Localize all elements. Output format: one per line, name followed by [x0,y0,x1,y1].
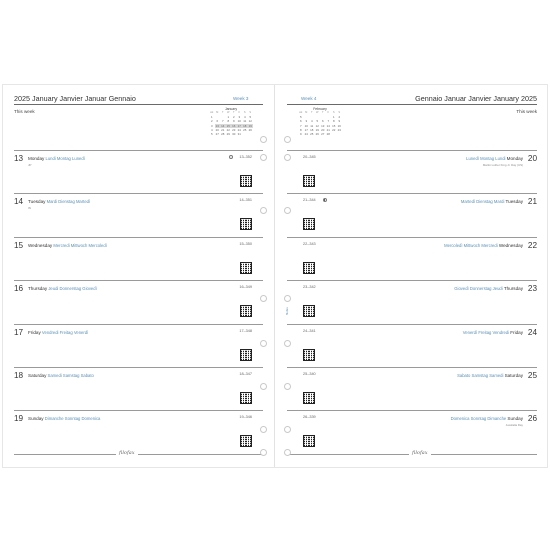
day-name-english: Monday [28,156,45,161]
binder-hole [284,207,291,214]
day-number: 13 [14,154,24,163]
day-number: 19 [14,414,24,424]
day-row[interactable] [287,280,537,323]
mini-calendar-date: 26 [248,127,252,132]
mini-calendar-date: 8 [332,119,335,124]
day-name-english: Wednesday [28,242,53,248]
mini-calendar-date: 11 [310,123,314,128]
day-row[interactable] [287,410,537,453]
mini-calendar-weekday: W [227,111,230,114]
mini-calendar-date: 10 [304,123,308,128]
right-page [276,85,548,467]
binder-hole [284,136,291,143]
mini-calendar-date: 16 [232,123,236,128]
day-name-translations: Samedi Samstag Sabato [46,373,94,378]
day-name [28,330,88,335]
mini-calendar-date: 30 [232,131,236,136]
mini-calendar-date: 24 [237,127,241,132]
left-page [3,85,275,467]
mini-calendar [298,107,342,136]
mini-calendar-date: 3 [238,115,241,120]
day-name-english: Sunday [28,416,44,422]
mini-calendar [209,107,253,136]
mini-calendar-weekday: S [243,111,246,114]
qr-code-icon[interactable] [240,218,252,230]
mini-calendar-date: 31 [237,131,241,136]
day-name-translations: Lundi Montag Lunedì [44,156,85,161]
footer-rule [14,454,263,455]
mini-calendar-weekday: T [321,111,324,114]
day-row[interactable] [14,193,263,236]
qr-code-icon[interactable] [303,435,315,447]
qr-code-icon[interactable] [240,262,252,274]
mini-calendar-weekday: S [332,111,335,114]
spine-imprint: filofax [285,307,289,315]
binder-hole [260,136,267,143]
mini-calendar-date: 15 [226,123,230,128]
qr-code-icon[interactable] [303,349,315,361]
mini-calendar-date: 18 [243,123,247,128]
mini-calendar-date [248,132,254,136]
day-name [466,156,523,161]
day-number: 22 [527,240,537,250]
mini-calendar-week-number: 2 [210,119,213,124]
day-of-year-count: 15–350 [239,241,252,246]
binder-hole [284,383,291,390]
mini-calendar-date: 1 [227,115,230,120]
mini-calendar-date: 25 [310,131,314,136]
mini-calendar-week-number: 6 [299,119,302,124]
day-name-english: Saturday [28,373,47,378]
mini-calendar-weekday: M [305,111,308,114]
mini-calendar-week-number: 9 [299,131,302,136]
day-name [28,286,97,291]
page-title: 2025 January Janvier Januar Gennaio [14,94,136,103]
day-number: 20 [527,154,537,163]
mini-calendar-date: 20 [215,127,219,132]
mini-calendar-title: January [224,107,238,111]
holiday-note: IN [28,206,31,211]
qr-code-icon[interactable] [303,262,315,274]
mini-calendar-date: 10 [237,119,241,124]
header-rule [287,104,537,105]
binder-hole [260,449,267,456]
day-name-english: Monday [506,156,523,161]
day-of-year-count: 13–352 [239,155,252,159]
holiday-note: JP [28,163,32,167]
mini-calendar-date [337,132,343,136]
binder-hole [284,449,291,456]
day-row[interactable] [14,150,263,193]
mini-calendar-date: 9 [338,119,341,124]
qr-code-icon[interactable] [303,175,315,187]
mini-calendar-date: 12 [315,123,319,128]
mini-calendar-weekday: wk [210,111,214,114]
day-number: 26 [527,414,537,424]
mini-calendar-date: 27 [321,131,325,136]
this-week-label: This week [516,109,537,114]
mini-calendar-date: 11 [243,119,247,124]
day-name [28,373,94,378]
day-of-year-count: 24–341 [303,328,316,333]
day-name-english: Wednesday [498,242,523,248]
day-name [444,243,523,248]
mini-calendar-date: 14 [221,123,225,128]
binder-hole [284,295,291,302]
day-of-year-count: 25–340 [303,372,316,376]
mini-calendar-weekday: F [238,111,241,114]
week-number: Week 4 [301,96,317,101]
day-of-year-count: 26–339 [303,415,316,420]
day-number: 15 [14,240,24,250]
mini-calendar-week-number: 5 [299,115,302,120]
day-name-translations: Sabato Samstag Samedi [457,373,505,378]
day-number: 23 [527,284,537,294]
day-row[interactable] [287,237,537,280]
qr-code-icon[interactable] [303,218,315,230]
mini-calendar-date: 28 [326,131,330,136]
day-row[interactable] [14,324,263,367]
mini-calendar-weekday: F [327,111,330,114]
day-name [457,373,523,378]
day-number: 17 [14,327,24,337]
binder-hole [284,426,291,433]
day-name-english: Thursday [503,286,523,292]
day-name-translations: Venerdì Freitag Vendredi [462,329,511,335]
qr-code-icon[interactable] [240,435,252,447]
day-number: 18 [14,371,24,380]
mini-calendar-week-row [298,132,342,136]
day-name-english: Saturday [504,373,523,378]
mini-calendar-date: 4 [310,119,313,124]
mini-calendar-date: 23 [337,127,341,132]
day-of-year-count: 18–347 [239,372,252,376]
mini-calendar-date: 28 [221,131,225,136]
mini-calendar-date: 9 [232,119,235,124]
mini-calendar-title: February [313,107,327,111]
this-week-label: This week [14,109,35,114]
mini-calendar-weekday: T [310,111,313,114]
mini-calendar-date: 12 [248,119,252,124]
moon-phase-icon [323,198,327,202]
mini-calendar-date: 15 [332,123,336,128]
mini-calendar-date: 18 [310,127,314,132]
binder-hole [260,207,267,214]
binder-holes [260,85,294,467]
day-of-year-count: 20–345 [303,155,316,159]
mini-calendar-date: 8 [227,119,230,124]
mini-calendar-weekday: wk [299,111,303,114]
day-number: 21 [527,197,537,207]
day-name [451,416,523,421]
mini-calendar-date: 25 [243,127,247,132]
day-name-english: Sunday [507,416,523,422]
mini-calendar-date: 4 [243,115,246,120]
holiday-note: Australia Day [505,423,523,428]
mini-calendar-date: 2 [232,115,235,120]
mini-calendar-week-number: 5 [210,131,213,136]
day-name [28,156,85,161]
qr-code-icon[interactable] [240,175,252,187]
mini-calendar-date: 5 [249,115,252,120]
mini-calendar-weekday: S [338,111,341,114]
day-name-translations: Domenica Sonntag Dimanche [450,416,508,422]
mini-calendar-weekday: M [216,111,219,114]
mini-calendar-date: 17 [304,127,308,132]
binder-hole [260,154,267,161]
binder-hole [260,426,267,433]
day-name [28,243,107,248]
diary-spread [2,84,548,468]
mini-calendar-date: 21 [326,127,330,132]
mini-calendar-date: 3 [305,119,308,124]
day-number: 24 [527,327,537,337]
qr-code-icon[interactable] [240,305,252,317]
mini-calendar-date: 16 [337,123,341,128]
mini-calendar-date: 14 [326,123,330,128]
mini-calendar-weekday: T [232,111,235,114]
mini-calendar-week-number: 4 [210,127,213,132]
moon-phase-icon [229,155,233,159]
day-name-translations: Mardi Dienstag Martedì [45,199,91,205]
day-name-english: Tuesday [28,199,46,205]
day-of-year-count: 21–344 [303,198,316,203]
day-of-year-count: 22–343 [303,241,316,246]
mini-calendar-weekday: W [316,111,319,114]
day-name-english: Thursday [28,286,48,292]
day-of-year-count: 19–346 [239,415,252,420]
day-name [461,199,523,204]
day-name-english: Friday [28,329,41,335]
day-name-translations: Dimanche Sonntag Domenica [43,416,101,422]
mini-calendar-date: 2 [338,115,341,120]
day-number: 25 [527,371,537,380]
qr-code-icon[interactable] [303,305,315,317]
mini-calendar-date: 13 [215,123,219,128]
day-name-translations: Vendredi Freitag Venerdì [40,329,89,335]
day-row[interactable] [14,410,263,453]
holiday-note: Martin Luther King Jr. Day (US) [482,163,523,167]
mini-calendar-date: 6 [321,119,324,124]
binder-hole [284,154,291,161]
day-name-translations: Martedì Dienstag Mardi [460,199,506,205]
mini-calendar-week-row [209,132,253,136]
filofax-logo: filofax [116,450,138,456]
mini-calendar-date: 5 [316,119,319,124]
mini-calendar-date: 23 [232,127,236,132]
mini-calendar-week-number: 7 [299,123,302,128]
day-number: 16 [14,284,24,294]
day-name-english: Tuesday [505,199,523,205]
mini-calendar-date: 19 [248,123,252,128]
week-number: Week 3 [233,96,249,101]
mini-calendar-date: 7 [221,119,224,124]
day-name [28,416,100,421]
mini-calendar-date: 24 [304,131,308,136]
mini-calendar-date: 26 [315,131,319,136]
day-name [463,330,523,335]
mini-calendar-date: 29 [226,131,230,136]
filofax-logo: filofax [409,450,431,456]
day-name-translations: Lunedì Montag Lundi [466,156,507,161]
day-of-year-count: 17–348 [239,328,252,333]
day-name-translations: Jeudi Donnerstag Giovedì [47,286,97,292]
mini-calendar-weekday: T [221,111,224,114]
mini-calendar-weekday: S [249,111,252,114]
qr-code-icon[interactable] [303,392,315,404]
day-row[interactable] [287,367,537,410]
binder-hole [260,383,267,390]
day-name [454,286,523,291]
binder-hole [284,340,291,347]
mini-calendar-week-number: 1 [210,115,213,120]
day-name [28,199,90,204]
mini-calendar-date: 22 [226,127,230,132]
day-of-year-count: 14–351 [239,198,252,203]
page-title: Gennaio Januar Janvier January 2025 [415,94,537,103]
mini-calendar-date: 13 [321,123,325,128]
mini-calendar-date: 27 [215,131,219,136]
day-row[interactable] [14,237,263,280]
mini-calendar-date: 21 [221,127,225,132]
day-of-year-count: 16–349 [239,285,252,290]
day-row[interactable] [287,150,537,193]
day-number: 14 [14,197,24,207]
day-name-translations: Mercredi Mittwoch Mercoledì [52,242,107,248]
day-row[interactable] [287,193,537,236]
day-name-english: Friday [510,329,523,335]
mini-calendar-date: 7 [327,119,330,124]
mini-calendar-date: 19 [315,127,319,132]
day-row[interactable] [14,367,263,410]
day-row[interactable] [14,280,263,323]
binder-hole [260,340,267,347]
mini-calendar-week-number: 8 [299,127,302,132]
header-rule [14,104,263,105]
qr-code-icon[interactable] [240,349,252,361]
qr-code-icon[interactable] [240,392,252,404]
day-row[interactable] [287,324,537,367]
day-of-year-count: 23–342 [303,285,316,290]
mini-calendar-week-number: 3 [210,123,213,128]
day-name-translations: Mercoledì Mittwoch Mercredi [444,242,499,248]
mini-calendar-date: 1 [332,115,335,120]
mini-calendar-date: 20 [321,127,325,132]
day-name-translations: Giovedì Donnerstag Jeudi [454,286,504,292]
mini-calendar-date: 6 [216,119,219,124]
mini-calendar-date: 17 [237,123,241,128]
mini-calendar-date: 22 [332,127,336,132]
binder-hole [260,295,267,302]
